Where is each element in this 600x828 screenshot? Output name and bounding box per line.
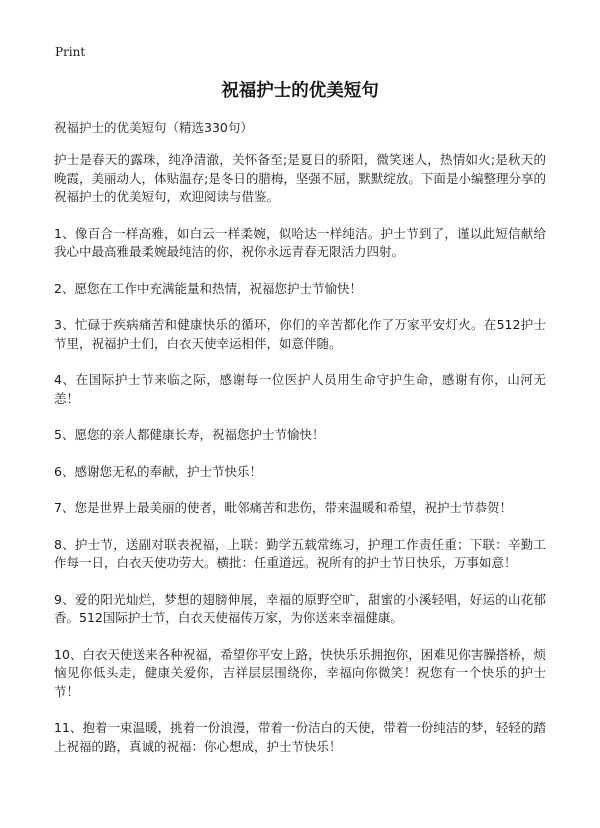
page-title: 祝福护士的优美短句 <box>221 81 379 101</box>
list-item: 2、愿您在工作中充满能量和热情，祝福您护士节愉快！ <box>54 280 362 296</box>
list-item: 1、像百合一样高雅，如白云一样柔婉，似哈达一样纯洁。护士节到了，谨以此短信献给我心中最高雅最柔婉最纯洁的你，祝你永远青春无限活力四射。 <box>54 225 546 259</box>
document-body <box>54 151 546 756</box>
list-item: 3、忙碌于疾病痛苦和健康快乐的循环，你们的辛苦都化作了万家平安灯火。在512护士节里，祝福护士们，白衣天使幸运相伴，如意伴随。 <box>54 317 546 351</box>
list-item: 9、爱的阳光灿烂，梦想的翅膀伸展，幸福的原野空旷，甜蜜的小溪轻唱，好运的山花郁香。512国际护士节，白衣天使福传万家，为你送来幸福健康。 <box>54 591 546 625</box>
list-item: 8、护士节，送副对联表祝福，上联：勤学五载常练习，护理工作责任重；下联：辛勤工作每一日，白衣天使功劳大。横批：任重道远。祝所有的护士节日快乐，万事如意！ <box>54 536 546 570</box>
list-item: 6、感谢您无私的奉献，护士节快乐！ <box>54 463 262 479</box>
list-item: 11、抱着一束温暖，挑着一份浪漫，带着一份洁白的天使，带着一份纯洁的梦，轻轻的踏上祝福的路，真诚的祝福：你心想成，护士节快乐！ <box>54 720 546 754</box>
list-item: 5、愿您的亲人都健康长寿，祝福您护士节愉快！ <box>54 427 325 442</box>
intro-paragraph: 护士是春天的露珠，纯净清澈，关怀备至;是夏日的骄阳，微笑迷人，热情如火;是秋天的晚霞，美丽动人，体贴温存;是冬日的腊梅，坚强不屈，默默绽放。下面是小编整理分享的祝福护士的优美短句，欢迎阅读与借鉴。 <box>54 152 546 204</box>
list-item: 7、您是世界上最美丽的使者，毗邻痛苦和悲伤，带来温暖和希望，祝护士节恭贺！ <box>54 500 512 515</box>
list-item: 10、白衣天使送来各种祝福，希望你平安上路，快快乐乐拥抱你，困难见你害臊搭桥，烦恼见你低头走，健康关爱你，吉祥层层围绕你，幸福向你微笑！祝您有一个快乐的护士节！ <box>54 646 546 699</box>
document-subtitle: 祝福护士的优美短句（精选330句） <box>54 120 253 135</box>
list-item: 4、在国际护士节来临之际，感谢每一位医护人员用生命守护生命，感谢有你，山河无恙！ <box>54 372 546 406</box>
print-link[interactable]: Print <box>55 45 86 59</box>
